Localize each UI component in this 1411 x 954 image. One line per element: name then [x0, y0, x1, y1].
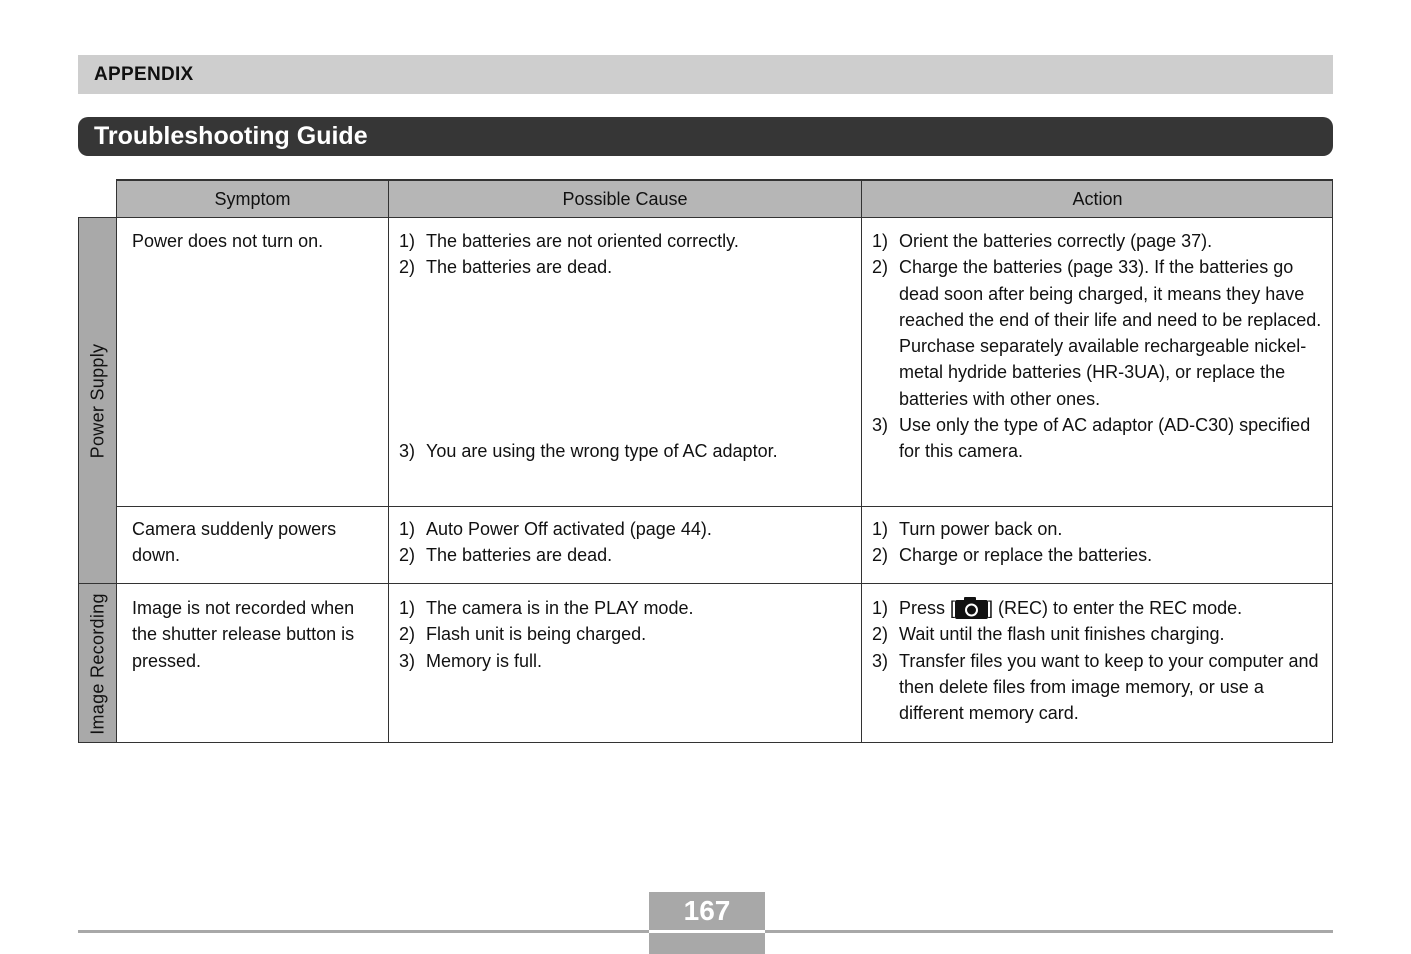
cause-list: [399, 228, 854, 281]
list-item: [399, 621, 854, 647]
action-text: Transfer files you want to keep to your computer and then delete files from image memory, or use a different memory card.: [899, 650, 1319, 724]
header-action-label: Action: [1072, 188, 1123, 209]
list-item: [399, 516, 854, 542]
action-text: ] (REC) to enter the REC mode.: [988, 598, 1243, 618]
group-image-recording: [78, 584, 117, 743]
item-number: 3): [872, 650, 889, 671]
cause-text: Auto Power Off activated (page 44).: [426, 519, 712, 539]
row1-bottom-border: [117, 506, 1333, 507]
item-number: 2): [872, 545, 889, 566]
page-number-box: [649, 892, 765, 954]
item-number: 2): [399, 545, 416, 566]
cause-list: [399, 516, 854, 569]
item-number: 1): [399, 519, 416, 539]
header-symptom-label: Symptom: [214, 188, 291, 209]
group-image-recording-label: Image Recording: [87, 592, 107, 735]
item-number: 1): [872, 231, 889, 251]
cause-text: The camera is in the PLAY mode.: [426, 598, 694, 618]
list-item: [872, 228, 1324, 254]
item-number: 1): [399, 231, 416, 251]
action-text: Charge or replace the batteries.: [899, 545, 1153, 566]
list-item: [872, 412, 1324, 465]
action-text: Turn power back on.: [899, 519, 1063, 539]
camera-icon: [955, 597, 988, 619]
item-number: 3): [399, 650, 416, 671]
list-item: [872, 595, 1324, 621]
group-divider: [78, 583, 1333, 584]
item-number: 3): [399, 441, 416, 461]
list-item: [399, 228, 854, 254]
page-number-divider: [649, 930, 765, 933]
header-bottom-border: [78, 217, 1333, 218]
cause-text: The batteries are not oriented correctly.: [426, 231, 739, 251]
list-item: [399, 542, 854, 568]
table-row: [132, 595, 367, 674]
action-list: [872, 228, 1324, 465]
action-text: Press [: [899, 598, 956, 618]
group-power-supply: [78, 218, 117, 584]
action-text: Wait until the flash unit finishes charging.: [899, 624, 1225, 645]
cause-text: Flash unit is being charged.: [426, 624, 647, 645]
list-item: [399, 254, 854, 280]
section-header: [78, 55, 1333, 94]
right-outer-border: [1332, 179, 1333, 743]
list-item: [872, 542, 1324, 568]
action-list: [872, 595, 1324, 726]
action-text: Use only the type of AC adaptor (AD-C30) specified for this camera.: [899, 415, 1311, 462]
list-item: [872, 516, 1324, 542]
list-item: [399, 438, 854, 464]
table-top-border: [116, 179, 1333, 181]
left-outer-border: [78, 217, 79, 743]
cause-list: [399, 438, 854, 464]
page-title-bar: [78, 117, 1333, 156]
action-list: [872, 516, 1324, 569]
symptom-text: Camera suddenly powers down.: [132, 519, 337, 566]
left-column-border: [116, 179, 117, 743]
header-cause-label: Possible Cause: [562, 188, 688, 209]
list-item: [399, 595, 854, 621]
item-number: 2): [872, 257, 889, 278]
item-number: 3): [872, 415, 889, 436]
item-number: 2): [399, 257, 416, 278]
cause-text: The batteries are dead.: [426, 257, 613, 278]
item-number: 2): [872, 624, 889, 645]
cause-action-border: [861, 179, 862, 743]
symptom-cause-border: [388, 179, 389, 743]
list-item: [872, 621, 1324, 647]
header-symptom: [117, 180, 388, 218]
group-power-supply-label: Power Supply: [87, 343, 107, 459]
action-text: Orient the batteries correctly (page 37).: [899, 231, 1213, 251]
header-action: [862, 180, 1333, 218]
item-number: 2): [399, 624, 416, 645]
symptom-text: Power does not turn on.: [132, 231, 324, 251]
header-possible-cause: [389, 180, 861, 218]
page-number: 167: [683, 895, 731, 926]
list-item: [399, 648, 854, 674]
page-title: Troubleshooting Guide: [94, 122, 368, 150]
cause-text: Memory is full.: [426, 650, 543, 671]
item-number: 1): [872, 519, 889, 539]
cause-text: You are using the wrong type of AC adaptor.: [426, 441, 778, 461]
item-number: 1): [399, 598, 416, 618]
cause-list: [399, 595, 854, 674]
table-row: [132, 516, 377, 569]
section-label: APPENDIX: [94, 63, 194, 85]
table-bottom-border: [78, 742, 1333, 743]
cause-text: The batteries are dead.: [426, 545, 613, 566]
symptom-text: Image is not recorded when the shutter release button is pressed.: [132, 598, 355, 671]
action-text: Charge the batteries (page 33). If the batteries go dead soon after being charged, it means they have reached the end of their life and need to be replaced. Purchase separately available rechargeable nickel-metal hydride batteries (HR-3UA), or replace the batteries with other ones.: [899, 257, 1322, 409]
table-row: [132, 228, 377, 254]
item-number: 1): [872, 598, 889, 618]
list-item: [872, 648, 1324, 727]
list-item: [872, 254, 1324, 412]
